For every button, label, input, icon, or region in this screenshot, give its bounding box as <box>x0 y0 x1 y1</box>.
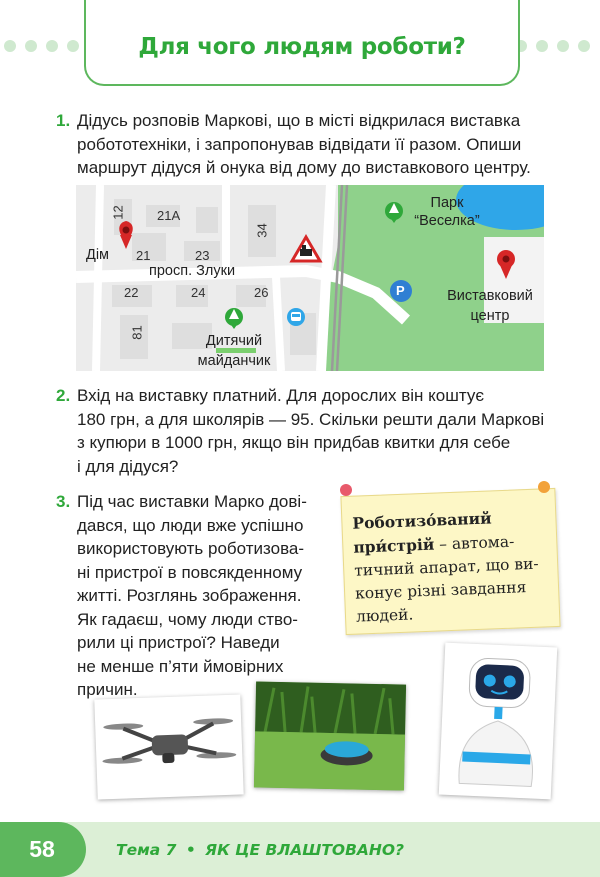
route-map <box>76 185 544 371</box>
railway-crossing-sign-icon <box>292 237 320 261</box>
pushpin-icon <box>538 481 550 493</box>
topic-number: Тема 7 <box>116 841 177 859</box>
playground-label-line: майданчик <box>197 353 271 369</box>
park-label-line: “Веселка” <box>414 213 480 229</box>
task-2-line: з купюри в 1000 грн, якщо він придбав квитки для себе <box>77 433 511 452</box>
topic-title: ЯК ЦЕ ВЛАШТОВАНО? <box>205 841 405 859</box>
task-2-number: 2. <box>56 386 71 405</box>
expo-label-line: Виставковий <box>447 288 533 304</box>
house-number: 24 <box>191 285 206 300</box>
task-1-text <box>77 109 557 180</box>
task-1-line: робототехніки, і запропонував відвідати її разом. Опиши <box>77 134 522 154</box>
task-3-text <box>77 490 332 702</box>
robot-lawn-mower-photo <box>254 681 406 790</box>
house-number: 22 <box>124 285 139 300</box>
side-road <box>96 185 100 371</box>
parking-letter: P <box>396 283 405 298</box>
task-1-number: 1. <box>56 111 71 130</box>
park-label-line: Парк <box>430 195 464 211</box>
house-number: 23 <box>195 248 210 263</box>
task-3-line: Під час виставки Марко дові- <box>77 492 307 511</box>
expo-label <box>435 286 544 326</box>
definition-body: тичний апарат, що ви- <box>353 554 539 580</box>
page-title: Для чого людям роботи? <box>138 34 466 60</box>
house-number: 12 <box>110 205 126 220</box>
definition-body: – автома- <box>433 532 515 554</box>
definition-term: Роботизо́ваний <box>352 508 492 533</box>
house-number: 26 <box>254 285 269 300</box>
park-label <box>407 194 487 230</box>
drone-icon <box>94 694 243 799</box>
task-3-line: житті. Розглянь зображення. <box>77 586 302 605</box>
task-2-line: 180 грн, а для школярів — 95. Скільки решти дали Маркові <box>77 409 545 429</box>
drone-photo <box>94 694 243 799</box>
task-1-line: маршрут дідуся й онука від дому до виставкового центру. <box>77 158 531 177</box>
header-decor-dots-left <box>4 40 79 54</box>
lawn-mower-icon <box>254 681 406 790</box>
bus-stop-icon <box>287 308 305 326</box>
task-3-line: дався, що люди вже успішно <box>77 515 304 535</box>
house-number: 21 <box>136 248 151 263</box>
playground-tree-icon <box>225 308 243 329</box>
building <box>196 207 218 233</box>
task-2-line: Вхід на виставку платний. Для дорослих він коштує <box>77 386 484 405</box>
home-robot-icon <box>439 643 558 800</box>
topic-separator: • <box>185 841 196 859</box>
task-3-line: не менше п’яти ймовірних <box>77 656 284 676</box>
definition-text <box>352 504 552 628</box>
header-decor-dots-right <box>515 40 590 54</box>
playground-label-line: Дитячий <box>205 333 263 349</box>
task-3-number: 3. <box>56 492 71 511</box>
home-pin-icon <box>119 221 133 249</box>
expo-label-line: центр <box>470 308 510 324</box>
house-number: 81 <box>129 325 145 340</box>
task-3-line: Як гадаєш, чому люди ство- <box>77 609 298 629</box>
footer-topic <box>116 841 404 859</box>
definition-note <box>340 488 560 635</box>
task-3-line: ні пристрої в повсякденному <box>77 562 303 582</box>
definition-term: при́стрій <box>353 534 435 557</box>
task-3-line: причин. <box>77 680 138 699</box>
home-label: Дім <box>86 247 110 263</box>
task-2-text <box>77 384 557 478</box>
house-number: 34 <box>254 223 270 238</box>
pushpin-icon <box>340 484 352 496</box>
home-robot-photo <box>439 643 558 800</box>
task-3-line: рили ці пристрої? Наведи <box>77 633 280 652</box>
playground-label <box>189 331 279 371</box>
definition-body: конує різні завдання <box>354 578 527 603</box>
street-label: просп. Злуки <box>149 263 236 279</box>
task-1-line: Дідусь розповів Маркові, що в місті відкрилася виставка <box>77 111 521 130</box>
task-2-line: і для дідуся? <box>77 456 179 476</box>
house-number: 21А <box>157 208 181 223</box>
page-number: 58 <box>29 836 55 862</box>
definition-body: людей. <box>355 605 414 626</box>
task-3-line: використовують роботизова- <box>77 539 305 558</box>
